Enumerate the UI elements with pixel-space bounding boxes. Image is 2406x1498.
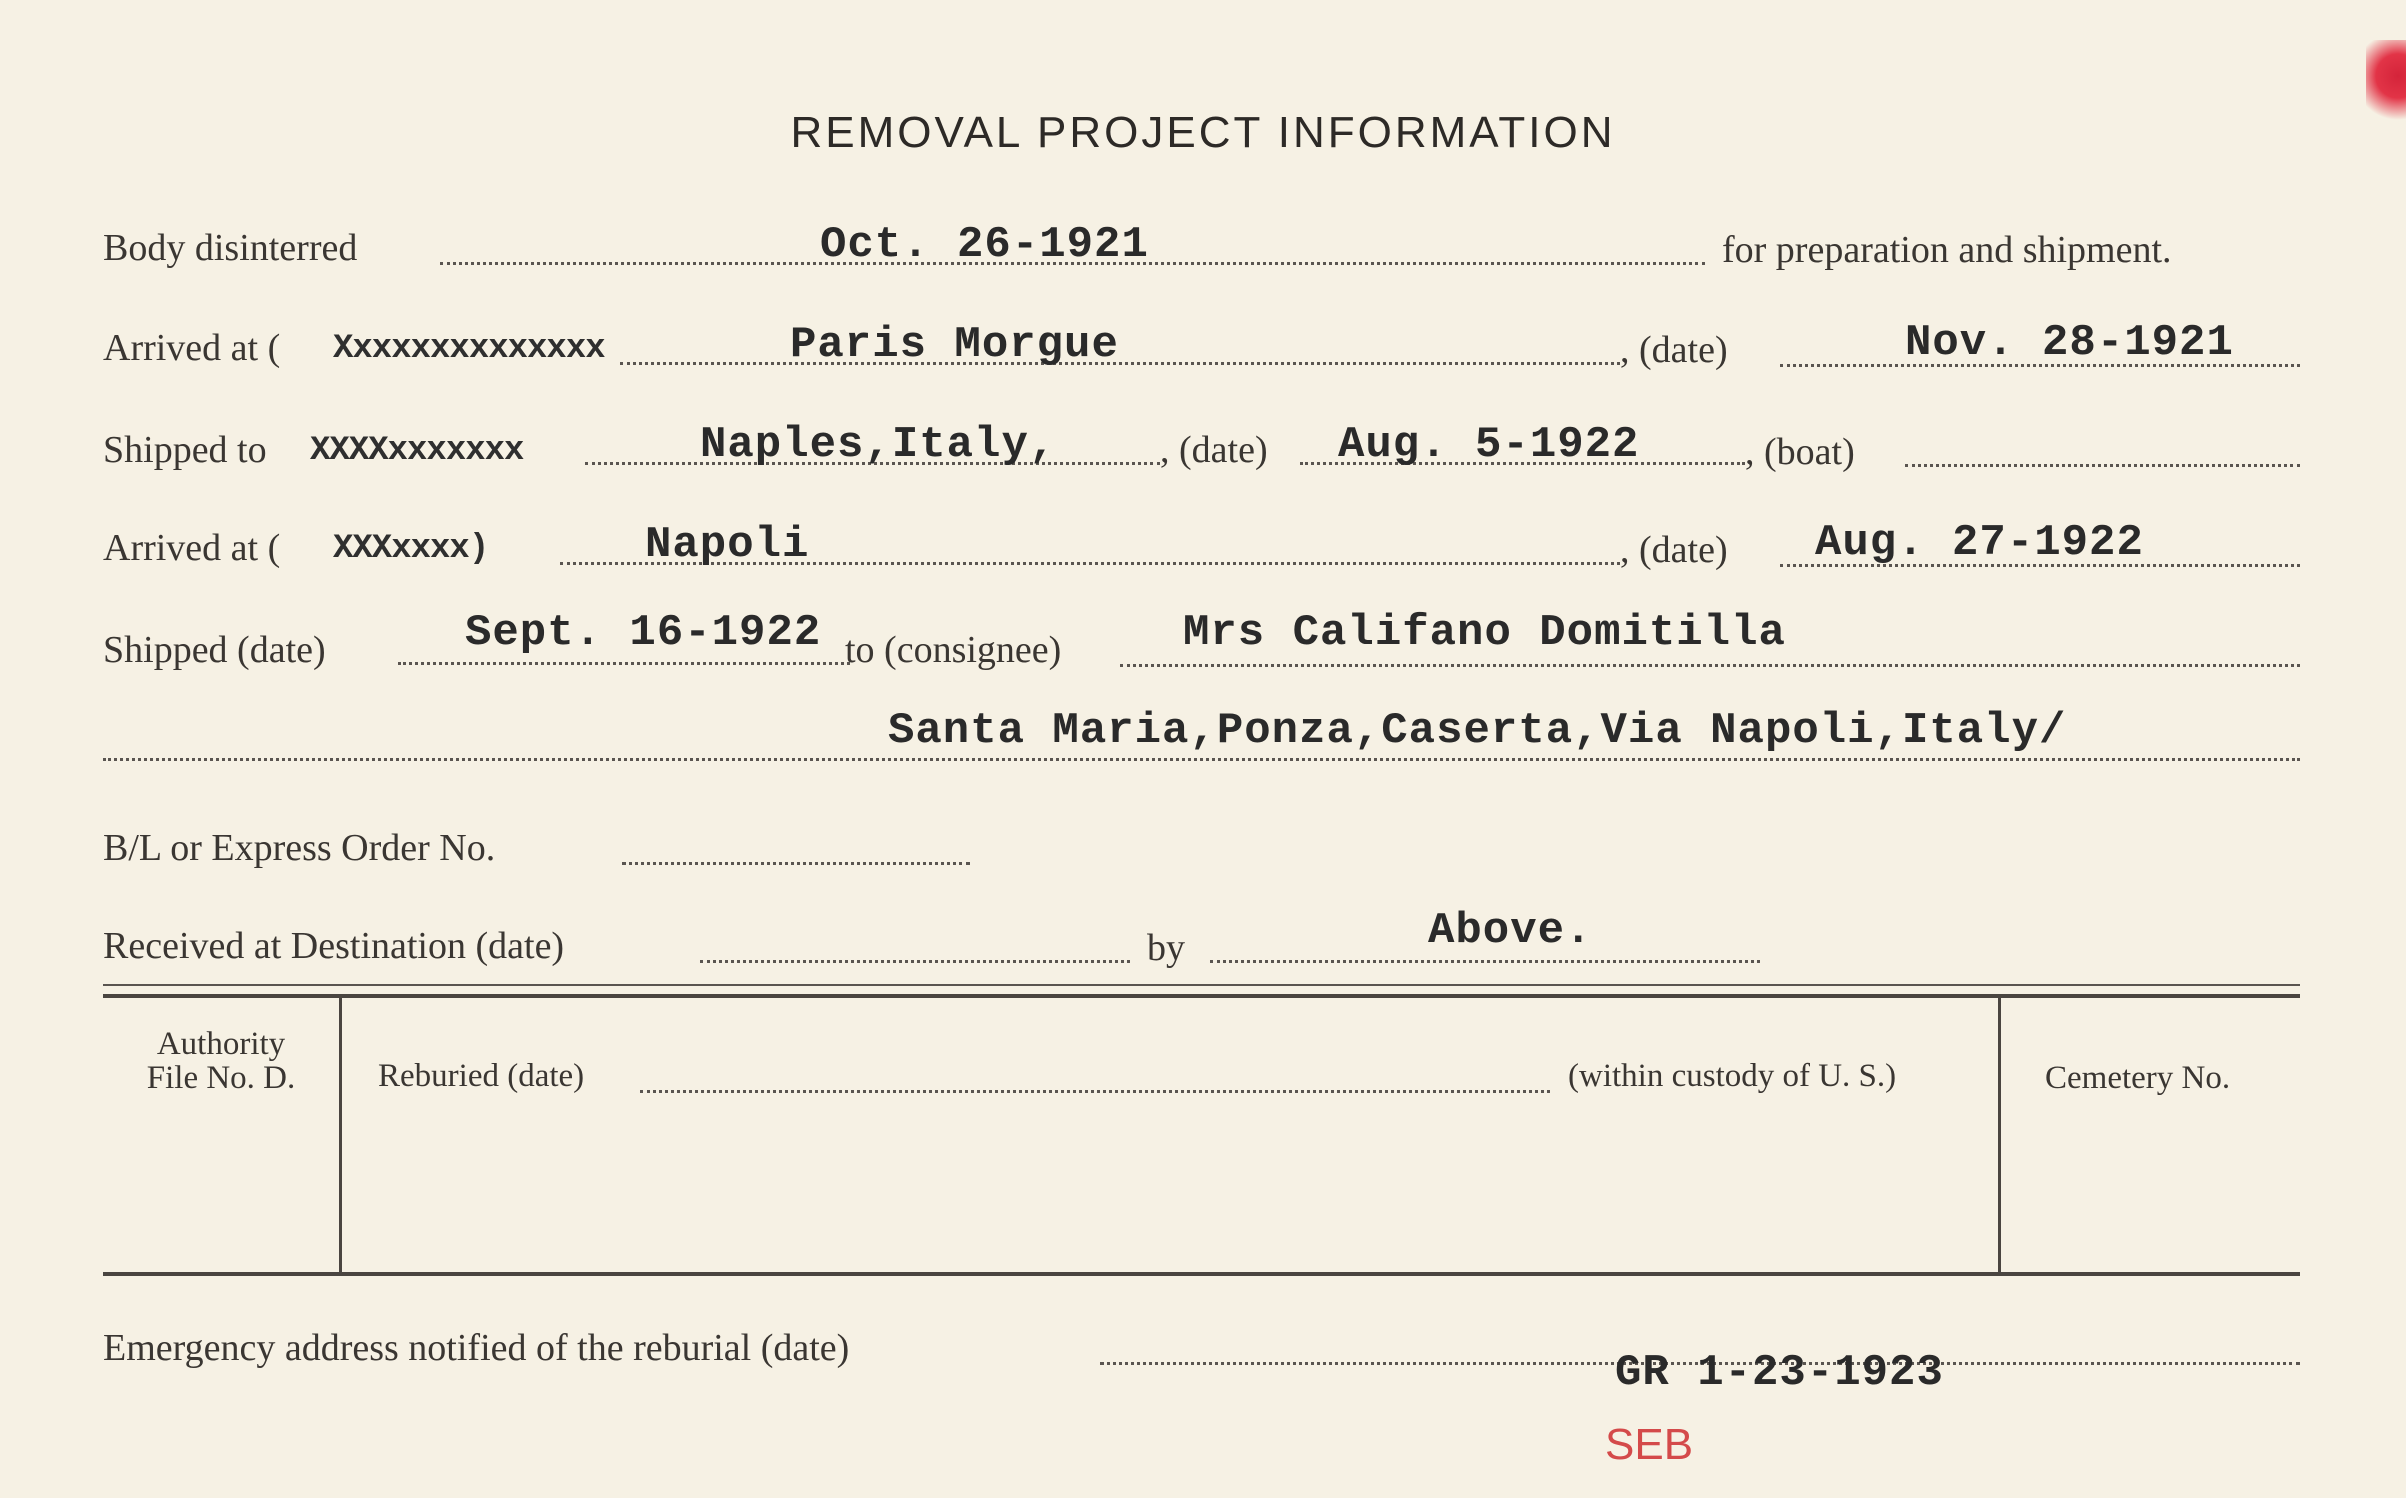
consignee-label: to (consignee) — [845, 629, 1062, 671]
preparation-label: for preparation and shipment. — [1722, 229, 2172, 271]
consignee-name: Mrs Califano Domitilla — [1183, 608, 1786, 658]
struck-text: XXXXxxxxxxx — [310, 432, 524, 470]
dotted-line — [700, 960, 1130, 963]
bl-order-label: B/L or Express Order No. — [103, 827, 496, 869]
body-disinterred-label: Body disinterred — [103, 227, 358, 269]
shipped-date: Aug. 5-1922 — [1338, 420, 1640, 470]
shipped-to-place: Naples,Italy, — [700, 420, 1057, 470]
arrived-place: Napoli — [645, 520, 810, 570]
dotted-line — [640, 1090, 1550, 1093]
arrived-at-label: Arrived at ( — [103, 527, 281, 569]
date-label: , (date) — [1160, 429, 1268, 471]
table-bottom-rule — [103, 1272, 2300, 1276]
received-by: Above. — [1428, 906, 1593, 956]
table-top-rule — [103, 984, 2300, 986]
arrived-date: Nov. 28-1921 — [1905, 318, 2234, 368]
struck-text: XXXxxxx) — [333, 530, 489, 568]
boat-label: , (boat) — [1745, 431, 1855, 473]
dotted-line — [622, 862, 970, 865]
date-label: , (date) — [1620, 529, 1728, 571]
struck-text: Xxxxxxxxxxxxxx — [333, 330, 605, 368]
by-label: by — [1147, 927, 1185, 969]
table-top-rule — [103, 994, 2300, 998]
dotted-line — [620, 362, 1620, 365]
dotted-line — [1210, 960, 1760, 963]
cemetery-no-label: Cemetery No. — [2045, 1060, 2231, 1096]
shipped-date-label: Shipped (date) — [103, 629, 326, 671]
custody-label: (within custody of U. S.) — [1568, 1058, 1897, 1094]
dotted-line — [103, 758, 2300, 761]
authority-label: Authority — [156, 1026, 286, 1062]
dotted-line — [1905, 464, 2300, 467]
dotted-line — [398, 662, 850, 665]
received-destination-label: Received at Destination (date) — [103, 925, 565, 967]
table-column-divider — [1998, 998, 2001, 1272]
file-no-label: File No. D. — [146, 1060, 296, 1096]
date-label: , (date) — [1620, 329, 1728, 371]
notified-date: GR 1-23-1923 — [1615, 1348, 1944, 1398]
reburied-label: Reburied (date) — [378, 1058, 585, 1094]
emergency-address-label: Emergency address notified of the reburial (date) — [103, 1327, 850, 1369]
arrived-at-label: Arrived at ( — [103, 327, 281, 369]
arrived-place: Paris Morgue — [790, 320, 1119, 370]
arrived-date: Aug. 27-1922 — [1815, 518, 2144, 568]
handwritten-initials: SEB — [1605, 1420, 1694, 1469]
dotted-line — [1120, 664, 2300, 667]
card-title: REMOVAL PROJECT INFORMATION — [790, 108, 1616, 157]
table-column-divider — [339, 998, 342, 1272]
shipped-date: Sept. 16-1922 — [465, 608, 822, 658]
consignee-address: Santa Maria,Ponza,Caserta,Via Napoli,Italy/ — [888, 706, 2067, 756]
disinterred-date: Oct. 26-1921 — [820, 220, 1149, 270]
shipped-to-label: Shipped to — [103, 429, 267, 471]
